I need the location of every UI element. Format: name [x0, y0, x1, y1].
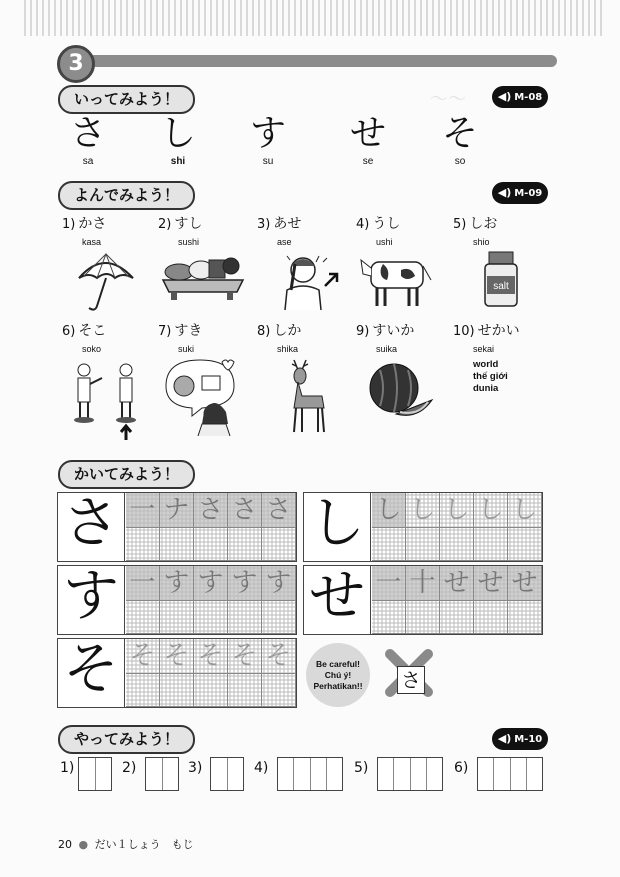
- trace-cell[interactable]: さ: [228, 493, 262, 528]
- word-romaji: sushi: [178, 237, 200, 247]
- answer-box-6[interactable]: [477, 757, 543, 791]
- trace-cell[interactable]: す: [262, 566, 296, 601]
- word-item-ase: [257, 215, 370, 247]
- translation-english: world: [473, 359, 499, 370]
- trace-cell[interactable]: そ: [126, 639, 160, 674]
- word-item-ushi: [356, 215, 466, 247]
- word-kana: しお: [469, 216, 498, 232]
- word-romaji: kasa: [82, 237, 102, 247]
- audio-track-label: M-09: [514, 188, 543, 199]
- trace-cell[interactable]: 一: [126, 566, 160, 601]
- writing-grid-shi: [303, 492, 543, 562]
- section-heading-read: よんでみよう！: [58, 181, 195, 210]
- model-character: し: [304, 493, 371, 561]
- trace-cell[interactable]: そ: [228, 639, 262, 674]
- word-number: 9): [356, 324, 370, 339]
- trace-cell[interactable]: 十: [406, 566, 440, 601]
- word-number: 8): [257, 324, 271, 339]
- unit-number-badge: 3: [57, 45, 95, 83]
- kana-se: せ: [349, 113, 386, 154]
- word-kana: すき: [174, 323, 203, 339]
- word-item-kasa: [62, 215, 172, 247]
- answer-box-2[interactable]: [145, 757, 179, 791]
- wrong-example-kana: さ: [397, 666, 425, 694]
- trace-cell[interactable]: そ: [262, 639, 296, 674]
- two-people-pointing-illustration: [68, 356, 146, 440]
- answer-box-5[interactable]: [377, 757, 443, 791]
- practice-cell[interactable]: [228, 601, 262, 634]
- deer-illustration: [278, 356, 330, 436]
- writing-grid-su: [57, 565, 297, 635]
- cow-illustration: [357, 250, 437, 310]
- practice-cell[interactable]: [228, 674, 262, 707]
- trace-cell[interactable]: し: [406, 493, 440, 528]
- answer-number-3: 3): [188, 760, 203, 776]
- romaji-shi: shi: [170, 156, 186, 167]
- practice-cell[interactable]: [372, 528, 406, 561]
- writing-grid-sa: [57, 492, 297, 562]
- word-romaji: shio: [473, 237, 490, 247]
- practice-cell[interactable]: [228, 528, 262, 561]
- word-romaji: suki: [178, 344, 195, 354]
- word-kana: うし: [372, 216, 401, 232]
- practice-cell[interactable]: [474, 528, 508, 561]
- word-romaji: shika: [277, 344, 299, 354]
- trace-cell[interactable]: す: [228, 566, 262, 601]
- trace-cell[interactable]: さ: [262, 493, 296, 528]
- romaji-so: so: [454, 156, 466, 167]
- word-romaji: soko: [82, 344, 102, 354]
- bullet-icon: ●: [78, 838, 89, 851]
- word-number: 5): [453, 217, 467, 232]
- page-number: 20: [58, 838, 72, 851]
- girl-likes-cat-and-cake-illustration: [162, 356, 240, 436]
- word-number: 2): [158, 217, 172, 232]
- trace-cell[interactable]: す: [194, 566, 228, 601]
- answer-number-1: 1): [60, 760, 75, 776]
- word-item-soko: [62, 322, 172, 354]
- audio-badge-m09[interactable]: [492, 182, 548, 204]
- word-romaji: ushi: [376, 237, 393, 247]
- word-romaji: sekai: [473, 344, 495, 354]
- word-item-sekai: [453, 322, 563, 354]
- trace-cell[interactable]: し: [474, 493, 508, 528]
- be-careful-badge: [306, 643, 370, 707]
- kana-shi: し: [159, 113, 196, 154]
- salt-bottle-illustration: [479, 250, 523, 308]
- translation-vietnamese: thế giới: [473, 371, 508, 382]
- section-heading-try: やってみよう！: [58, 725, 195, 754]
- model-character: そ: [58, 639, 125, 707]
- sushi-illustration: [157, 252, 249, 302]
- kana-so: そ: [441, 113, 478, 154]
- romaji-sa: sa: [82, 156, 94, 167]
- word-kana: そこ: [78, 323, 107, 339]
- word-item-suki: [158, 322, 271, 354]
- salt-label: salt: [493, 281, 509, 292]
- practice-cell[interactable]: [194, 528, 228, 561]
- practice-cell[interactable]: [440, 601, 474, 634]
- practice-cell[interactable]: [440, 528, 474, 561]
- speaker-icon: ◀): [497, 90, 512, 103]
- sweating-person-illustration: [273, 248, 343, 314]
- trace-cell[interactable]: せ: [508, 566, 542, 601]
- romaji-su: su: [262, 156, 274, 167]
- word-number: 6): [62, 324, 76, 339]
- trace-cell[interactable]: す: [160, 566, 194, 601]
- section-heading-write: かいてみよう！: [58, 460, 195, 489]
- romaji-se: se: [362, 156, 374, 167]
- practice-cell[interactable]: [508, 528, 542, 561]
- word-number: 10): [453, 324, 475, 339]
- model-character: せ: [304, 566, 371, 634]
- word-kana: せかい: [477, 323, 520, 339]
- word-kana: かさ: [78, 216, 107, 232]
- careful-vietnamese: Chú ý!: [324, 669, 352, 680]
- sekai-translation-list: [473, 359, 508, 395]
- careful-indonesian: Perhatikan!!: [313, 680, 363, 691]
- practice-cell[interactable]: [126, 528, 160, 561]
- word-item-suika: [356, 322, 466, 354]
- practice-cell[interactable]: [160, 528, 194, 561]
- trace-cell[interactable]: せ: [474, 566, 508, 601]
- practice-cell[interactable]: [194, 601, 228, 634]
- practice-cell[interactable]: [126, 601, 160, 634]
- word-number: 1): [62, 217, 76, 232]
- audio-track-label: M-08: [514, 92, 543, 103]
- answer-number-2: 2): [122, 760, 137, 776]
- practice-cell[interactable]: [508, 601, 542, 634]
- practice-cell[interactable]: [126, 674, 160, 707]
- trace-cell[interactable]: し: [508, 493, 542, 528]
- word-number: 4): [356, 217, 370, 232]
- trace-cell[interactable]: し: [372, 493, 406, 528]
- answer-box-3[interactable]: [210, 757, 244, 791]
- word-number: 7): [158, 324, 172, 339]
- answer-number-6: 6): [454, 760, 469, 776]
- practice-cell[interactable]: [474, 601, 508, 634]
- chapter-title: だい１しょう もじ: [94, 838, 194, 851]
- careful-english: Be careful!: [316, 658, 360, 669]
- top-stripe: [24, 0, 606, 36]
- answer-number-5: 5): [354, 760, 369, 776]
- practice-cell[interactable]: [160, 601, 194, 634]
- trace-cell[interactable]: さ: [194, 493, 228, 528]
- trace-cell[interactable]: 一: [126, 493, 160, 528]
- practice-cell[interactable]: [372, 601, 406, 634]
- word-kana: あせ: [273, 216, 302, 232]
- writing-grid-so: [57, 638, 297, 708]
- unit-bar: [85, 55, 557, 67]
- trace-cell[interactable]: そ: [160, 639, 194, 674]
- word-romaji: ase: [277, 237, 292, 247]
- trace-cell[interactable]: そ: [194, 639, 228, 674]
- speaker-icon: ◀): [497, 732, 512, 745]
- audio-track-label: M-10: [514, 734, 543, 745]
- page-footer: [58, 836, 194, 852]
- wrong-example: [384, 648, 434, 698]
- practice-cell[interactable]: [262, 674, 296, 707]
- model-character: す: [58, 566, 125, 634]
- word-item-shio: [453, 215, 563, 247]
- section-heading-listen: いってみよう！: [58, 85, 195, 114]
- kana-su: す: [249, 113, 286, 154]
- practice-cell[interactable]: [160, 674, 194, 707]
- word-kana: しか: [273, 323, 302, 339]
- kana-sa: さ: [69, 113, 106, 154]
- translation-indonesian: dunia: [473, 383, 499, 394]
- practice-cell[interactable]: [406, 601, 440, 634]
- word-number: 3): [257, 217, 271, 232]
- word-kana: すいか: [372, 323, 415, 339]
- model-character: さ: [58, 493, 125, 561]
- practice-cell[interactable]: [262, 601, 296, 634]
- trace-cell[interactable]: 一: [372, 566, 406, 601]
- word-item-sushi: [158, 215, 271, 247]
- practice-cell[interactable]: [194, 674, 228, 707]
- trace-cell[interactable]: し: [440, 493, 474, 528]
- umbrella-illustration: [75, 248, 137, 314]
- practice-cell[interactable]: [406, 528, 440, 561]
- word-kana: すし: [174, 216, 203, 232]
- trace-cell[interactable]: ナ: [160, 493, 194, 528]
- answer-box-1[interactable]: [78, 757, 112, 791]
- word-romaji: suika: [376, 344, 398, 354]
- practice-cell[interactable]: [262, 528, 296, 561]
- trace-cell[interactable]: せ: [440, 566, 474, 601]
- answer-number-4: 4): [254, 760, 269, 776]
- audio-badge-m10[interactable]: [492, 728, 548, 750]
- speaker-icon: ◀): [497, 186, 512, 199]
- word-item-shika: [257, 322, 370, 354]
- bleed-through-text: ～～: [430, 89, 466, 110]
- watermelon-illustration: [366, 360, 436, 426]
- audio-badge-m08[interactable]: [492, 86, 548, 108]
- answer-box-4[interactable]: [277, 757, 343, 791]
- writing-grid-se: [303, 565, 543, 635]
